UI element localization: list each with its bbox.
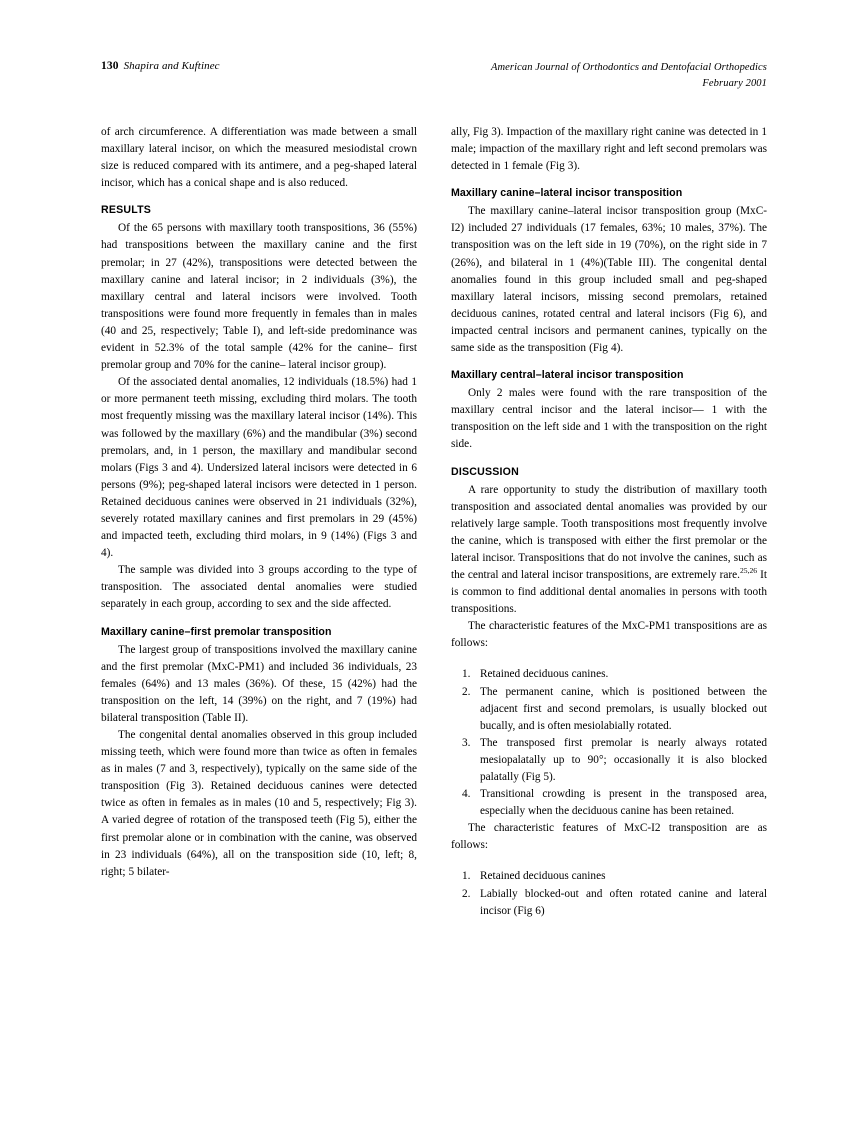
list-item <box>451 666 767 683</box>
list-item-text: Transitional crowding is present in the transposed area, especially when the deciduous canine has been retained. <box>480 788 767 818</box>
list-item-text: Retained deciduous canines. <box>480 668 609 681</box>
running-head <box>101 60 767 102</box>
list-item <box>451 786 767 820</box>
subsection-heading-maxillary-central-lateral-incisor: Maxillary central–lateral incisor transposition <box>451 369 684 382</box>
mxc-pm1-paragraph-1: The largest group of transpositions involved the maxillary canine and the first premolar (MxC-PM1) and included 36 individuals, 23 females (64%) and 13 males (36%). Of these, 15 (42%) had the transposition on the left, 14 (39%) on the right, and 7 (19%) had bilateral transposition (Table II). <box>101 643 417 724</box>
list-item-text: Retained deciduous canines <box>480 870 606 883</box>
list-item <box>451 735 767 786</box>
list-item <box>451 684 767 735</box>
list-item-number: 3. <box>462 736 471 749</box>
issue-date: February 2001 <box>702 78 767 89</box>
running-head-authors: Shapira and Kuftinec <box>123 60 220 72</box>
discussion-paragraph-1 <box>451 482 767 619</box>
list-item-number: 2. <box>462 685 471 698</box>
subsection-heading-maxillary-canine-first-premolar: Maxillary canine–first premolar transposition <box>101 625 332 638</box>
right-column <box>451 124 767 920</box>
subsection-heading-maxillary-canine-lateral-incisor: Maxillary canine–lateral incisor transposition <box>451 187 683 200</box>
list-item-number: 2. <box>462 887 471 900</box>
discussion-paragraph-1-text-b: It is common to find additional dental anomalies in persons with tooth transpositions. <box>451 568 767 616</box>
list-item-number: 1. <box>462 668 471 681</box>
page-folio-number: 130 <box>101 60 119 72</box>
discussion-paragraph-1-text-a: A rare opportunity to study the distribution of maxillary tooth transposition and associated dental anomalies was provided by our relatively large sample. Tooth transpositions most frequently involve the canine, which is transposed with either the first premolar or the lateral incisor. Transpositions that do not involve the canines, such as the central and lateral incisor transpositions, are extremely rare. <box>451 483 767 581</box>
mxc-i2-features-list <box>451 854 767 919</box>
list-item-text: The transposed first premolar is nearly always rotated mesiopalatally up to 90°; occasionally it is also blocked palatally (Fig 5). <box>480 736 767 783</box>
list-item <box>451 886 767 920</box>
list-item-text: The permanent canine, which is positioned between the adjacent first and second premolars, is usually blocked out bucally, and is often mesiolabially rotated. <box>480 685 767 732</box>
section-heading-results: RESULTS <box>101 204 152 217</box>
list-item-number: 1. <box>462 870 471 883</box>
discussion-paragraph-3: The characteristic features of MxC-I2 transposition are as follows: <box>451 822 767 852</box>
running-head-left <box>101 60 220 72</box>
section-heading-discussion: DISCUSSION <box>451 465 519 478</box>
journal-title: American Journal of Orthodontics and Dentofacial Orthopedics <box>490 62 767 73</box>
mxc-pm1-paragraph-2: The congenital dental anomalies observed in this group included missing teeth, which were found more than twice as often in females as in males (7 and 3, respectively), typically on the same side of the transposition (Fig 3). Retained deciduous canines were detected twice as often in females as in males (10 and 5, respectively; Fig 3). A varied degree of rotation of the transposed teeth (Fig 5), either the first premolar alone or in combination with the canine, was observed in 23 individuals (64%), all on the transposition side (10, left; 8, right; 5 bilater- <box>101 729 417 878</box>
results-paragraph-1: Of the 65 persons with maxillary tooth transpositions, 36 (55%) had transpositions between the maxillary canine and the first premolar; in 27 (42%), transpositions were detected between the maxillary canine and lateral incisor; in 2 individuals (3%), the maxillary central and lateral incisors were involved. Tooth transpositions were found more frequently in females than in males (40 and 25, respectively; Table I), and left-side predominance was evident in 52.3% of the total sample (42% for the canine– first premolar group and 70% for the canine– lateral incisor group). <box>101 222 417 372</box>
discussion-paragraph-2: The characteristic features of the MxC-PM1 transpositions are as follows: <box>451 620 767 650</box>
left-column <box>101 124 417 881</box>
central-lateral-paragraph-1: Only 2 males were found with the rare transposition of the maxillary central incisor and the lateral incisor— 1 with the transposition on the left side and 1 with the transposition on the right side. <box>451 387 767 451</box>
list-item-text: Labially blocked-out and often rotated canine and lateral incisor (Fig 6) <box>480 887 767 917</box>
list-item-number: 4. <box>462 788 471 801</box>
list-item <box>451 868 767 885</box>
paragraph-continued-from-left-column: ally, Fig 3). Impaction of the maxillary right canine was detected in 1 male; impaction of the maxillary right and left second premolars was detected in 1 female (Fig 3). <box>451 126 767 173</box>
results-paragraph-2: Of the associated dental anomalies, 12 individuals (18.5%) had 1 or more permanent teeth missing, excluding third molars. The tooth most frequently missing was the maxillary lateral incisor (14%). This was followed by the maxillary (6%) and the mandibular (3%) second premolars, and, in 1 person, the maxillary and mandibular second molars (Figs 3 and 4). Undersized lateral incisors were detected in 6 persons (9%); peg-shaped lateral incisors were detected in 1 person. Retained deciduous canines were observed in 21 individuals (32%), severely rotated maxillary canines and first premolars in 29 (45%) and impacted teeth, excluding third molars, in 9 (14%) (Figs 3 and 4). <box>101 376 417 560</box>
mxc-i2-paragraph-1: The maxillary canine–lateral incisor transposition group (MxC-I2) included 27 individuals (17 females, 63%; 10 males, 37%). The transposition was on the left side in 19 (70%), on the right side in 7 (26%), and bilateral in 1 (4%)(Table III). The congenital dental anomalies found in this group included small and peg-shaped maxillary lateral incisors, missing second premolars, retained deciduous canines, rotated central and lateral incisors (Fig 6), and impacted central incisors and permanent canines, typically on the same side as the transposition (Fig 4). <box>451 205 767 355</box>
citation-reference: 25,26 <box>739 566 758 576</box>
paragraph-continued-from-previous-page: of arch circumference. A differentiation was made between a small maxillary lateral incisor, on which the measured mesiodistal crown size is reduced compared with its antimere, and a peg-shaped lateral incisor, which has a conical shape and is also reduced. <box>101 126 417 190</box>
mxc-pm1-features-list <box>451 652 767 820</box>
results-paragraph-3: The sample was divided into 3 groups according to the type of transposition. The associated dental anomalies were studied separately in each group, according to sex and the side affected. <box>101 564 417 611</box>
running-head-right <box>491 60 767 92</box>
